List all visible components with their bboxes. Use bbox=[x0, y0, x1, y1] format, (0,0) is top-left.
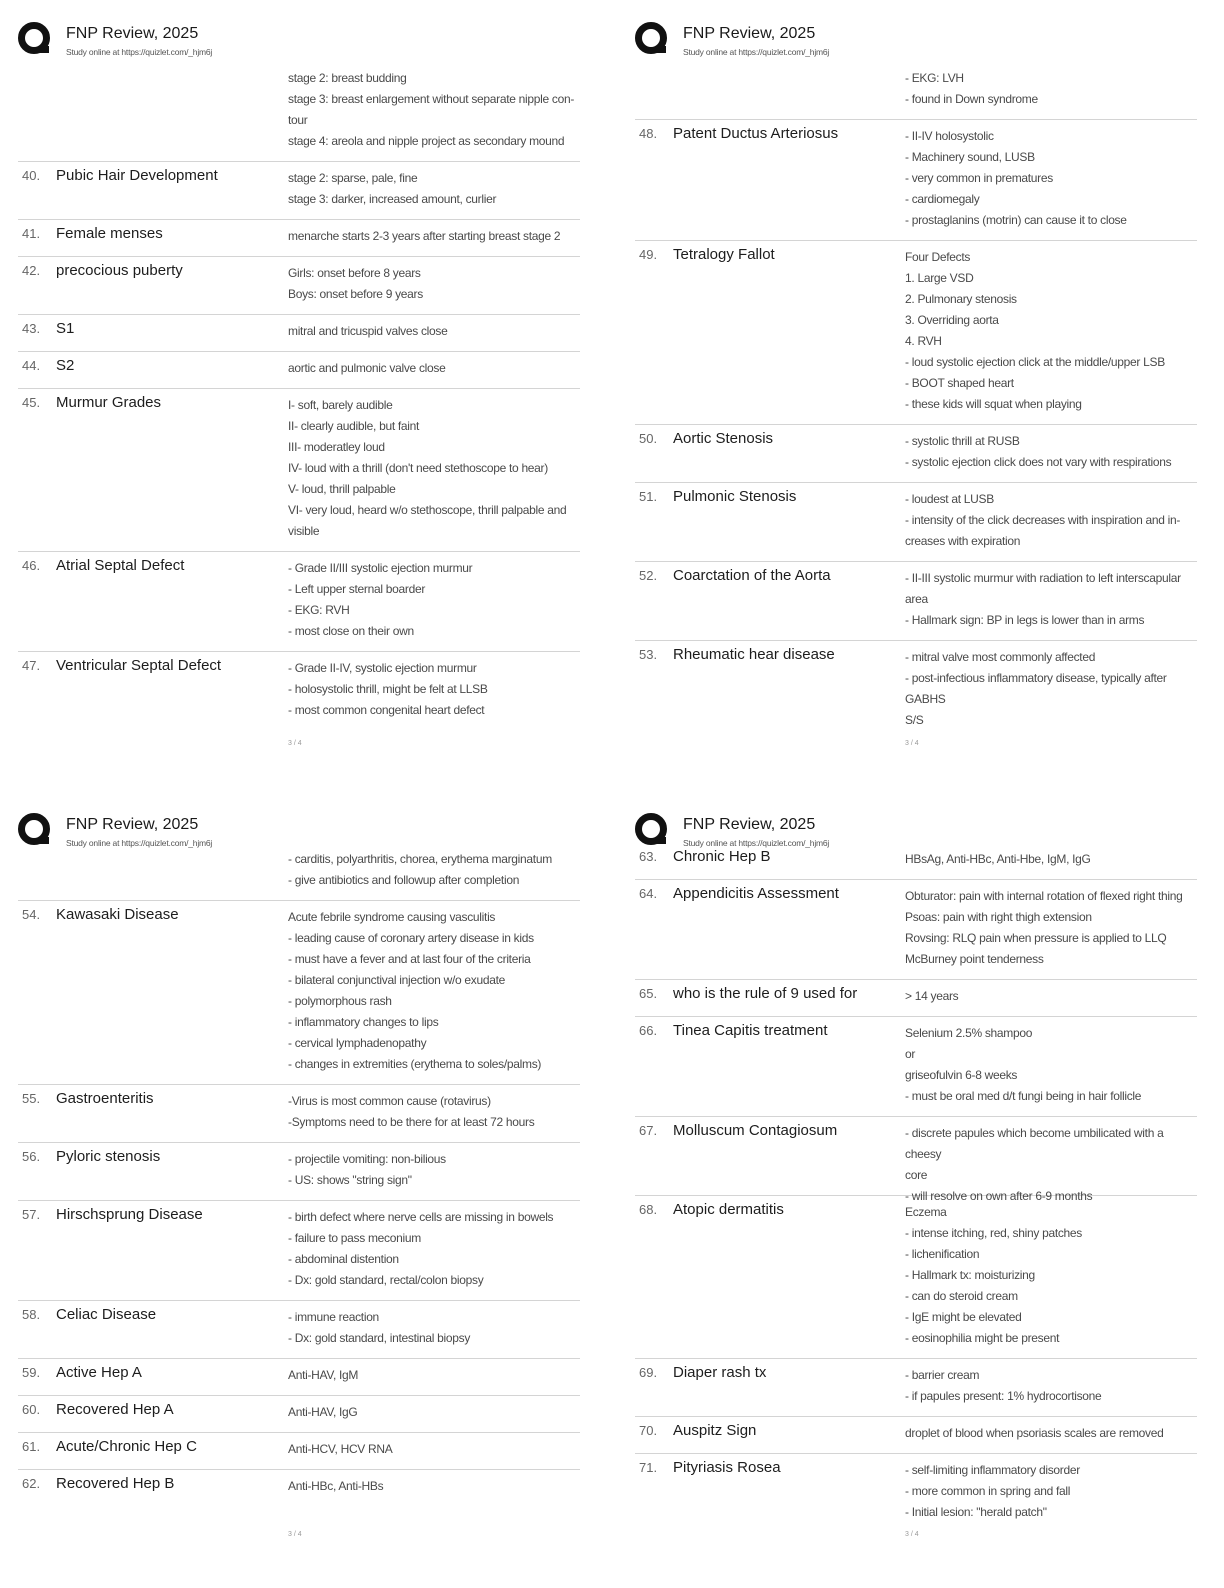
flashcard-page-1 bbox=[18, 22, 598, 797]
definition-line: - cervical lymphadenopathy bbox=[288, 1036, 427, 1050]
definition-line: - Dx: gold standard, rectal/colon biopsy bbox=[288, 1273, 484, 1287]
flashcard-row bbox=[18, 352, 580, 389]
flashcard-row bbox=[18, 162, 580, 220]
card-number: 47. bbox=[22, 658, 41, 673]
flashcard-row bbox=[18, 62, 580, 162]
definition-line: - bilateral conjunctival injection w/o exudate bbox=[288, 973, 505, 987]
flashcard-row bbox=[18, 1396, 580, 1433]
flashcard-row bbox=[635, 241, 1197, 425]
flashcard-row bbox=[635, 483, 1197, 562]
card-definition bbox=[288, 1365, 578, 1386]
definition-line: 1. Large VSD bbox=[905, 271, 974, 285]
card-number: 59. bbox=[22, 1365, 41, 1380]
definition-line: McBurney point tenderness bbox=[905, 952, 1044, 966]
card-term: S1 bbox=[56, 320, 75, 337]
card-definition bbox=[905, 489, 1195, 552]
flashcard-row bbox=[18, 1433, 580, 1470]
card-number: 40. bbox=[22, 168, 41, 183]
card-number: 52. bbox=[639, 568, 658, 583]
definition-line: droplet of blood when psoriasis scales are removed bbox=[905, 1426, 1164, 1440]
card-term: Pityriasis Rosea bbox=[673, 1459, 781, 1476]
definition-line: Anti-HAV, IgG bbox=[288, 1405, 358, 1419]
definition-line: - Grade II/III systolic ejection murmur bbox=[288, 561, 473, 575]
definition-line: Rovsing: RLQ pain when pressure is applied to LLQ bbox=[905, 931, 1167, 945]
definition-line: Selenium 2.5% shampoo bbox=[905, 1026, 1033, 1040]
page-number: 3 / 4 bbox=[288, 740, 302, 747]
definition-line: - if papules present: 1% hydrocortisone bbox=[905, 1389, 1102, 1403]
card-definition bbox=[905, 647, 1195, 731]
definition-line: I- soft, barely audible bbox=[288, 398, 393, 412]
card-term: Hirschsprung Disease bbox=[56, 1206, 203, 1223]
definition-line: Psoas: pain with right thigh extension bbox=[905, 910, 1092, 924]
flashcard-row bbox=[18, 1359, 580, 1396]
definition-line: Acute febrile syndrome causing vasculitis bbox=[288, 910, 496, 924]
card-definition bbox=[905, 126, 1195, 231]
flashcard-row bbox=[18, 901, 580, 1085]
card-number: 62. bbox=[22, 1476, 41, 1491]
page-number: 3 / 4 bbox=[905, 1531, 919, 1538]
definition-line: stage 3: breast enlargement without separate nipple con- bbox=[288, 92, 575, 106]
flashcard-row bbox=[18, 652, 580, 730]
definition-line: Anti-HCV, HCV RNA bbox=[288, 1442, 393, 1456]
definition-line: - systolic ejection click does not vary with respirations bbox=[905, 455, 1172, 469]
card-definition bbox=[905, 849, 1195, 870]
definition-line: - Dx: gold standard, intestinal biopsy bbox=[288, 1331, 471, 1345]
quizlet-logo-icon bbox=[18, 22, 52, 56]
definition-line: stage 4: areola and nipple project as secondary mound bbox=[288, 134, 565, 148]
flashcard-row bbox=[18, 552, 580, 652]
flashcard-row bbox=[635, 880, 1197, 980]
definition-line: - Left upper sternal boarder bbox=[288, 582, 426, 596]
definition-line: mitral and tricuspid valves close bbox=[288, 324, 448, 338]
flashcard-row bbox=[18, 1301, 580, 1359]
card-term: Pulmonic Stenosis bbox=[673, 488, 797, 505]
definition-line: - self-limiting inflammatory disorder bbox=[905, 1463, 1080, 1477]
flashcard-row bbox=[18, 1085, 580, 1143]
flashcard-row bbox=[18, 389, 580, 552]
flashcard-row bbox=[635, 425, 1197, 483]
card-definition bbox=[288, 1207, 578, 1291]
definition-line: III- moderatley loud bbox=[288, 440, 385, 454]
card-term: Appendicitis Assessment bbox=[673, 885, 839, 902]
card-number: 69. bbox=[639, 1365, 658, 1380]
definition-line: - prostaglanins (motrin) can cause it to close bbox=[905, 213, 1127, 227]
flashcard-row bbox=[18, 1143, 580, 1201]
definition-line: - these kids will squat when playing bbox=[905, 397, 1082, 411]
definition-line: - must have a fever and at last four of the criteria bbox=[288, 952, 531, 966]
card-number: 41. bbox=[22, 226, 41, 241]
card-number: 50. bbox=[639, 431, 658, 446]
definition-line: area bbox=[905, 592, 928, 606]
card-definition bbox=[288, 168, 578, 210]
card-term: Murmur Grades bbox=[56, 394, 162, 411]
flashcard-row bbox=[635, 1417, 1197, 1454]
card-definition bbox=[288, 558, 578, 642]
card-term: Aortic Stenosis bbox=[673, 430, 774, 447]
definition-line: - give antibiotics and followup after completion bbox=[288, 873, 520, 887]
definition-line: - failure to pass meconium bbox=[288, 1231, 421, 1245]
definition-line: stage 2: breast budding bbox=[288, 71, 407, 85]
definition-line: Eczema bbox=[905, 1205, 947, 1219]
card-definition bbox=[288, 226, 578, 247]
definition-line: - carditis, polyarthritis, chorea, erythema marginatum bbox=[288, 852, 552, 866]
definition-line: - most close on their own bbox=[288, 624, 414, 638]
card-term: Diaper rash tx bbox=[673, 1364, 767, 1381]
card-definition bbox=[288, 1476, 578, 1497]
definition-line: - discrete papules which become umbilicated with a cheesy bbox=[905, 1126, 1164, 1161]
definition-line: - loud systolic ejection click at the middle/upper LSB bbox=[905, 355, 1165, 369]
card-term: precocious puberty bbox=[56, 262, 183, 279]
definition-line: S/S bbox=[905, 713, 924, 727]
flashcard-row bbox=[635, 562, 1197, 641]
definition-line: - Machinery sound, LUSB bbox=[905, 150, 1035, 164]
definition-line: -Virus is most common cause (rotavirus) bbox=[288, 1094, 491, 1108]
flashcard-row bbox=[635, 62, 1197, 120]
card-definition bbox=[288, 68, 578, 152]
definition-line: - US: shows "string sign" bbox=[288, 1173, 412, 1187]
card-number: 57. bbox=[22, 1207, 41, 1222]
card-definition bbox=[288, 907, 578, 1075]
definition-line: - cardiomegaly bbox=[905, 192, 980, 206]
page-number: 3 / 4 bbox=[905, 740, 919, 747]
card-definition bbox=[905, 1123, 1195, 1207]
flashcard-row bbox=[635, 1017, 1197, 1117]
definition-line: - can do steroid cream bbox=[905, 1289, 1018, 1303]
definition-line: 3. Overriding aorta bbox=[905, 313, 999, 327]
definition-line: - polymorphous rash bbox=[288, 994, 392, 1008]
card-term: Rheumatic hear disease bbox=[673, 646, 835, 663]
card-number: 65. bbox=[639, 986, 658, 1001]
card-term: Ventricular Septal Defect bbox=[56, 657, 222, 674]
definition-line: - intense itching, red, shiny patches bbox=[905, 1226, 1083, 1240]
definition-line: creases with expiration bbox=[905, 534, 1021, 548]
definition-line: > 14 years bbox=[905, 989, 959, 1003]
definition-line: - systolic thrill at RUSB bbox=[905, 434, 1020, 448]
flashcard-row bbox=[635, 1454, 1197, 1532]
definition-line: - Grade II-IV, systolic ejection murmur bbox=[288, 661, 477, 675]
definition-line: - EKG: RVH bbox=[288, 603, 350, 617]
flashcard-row bbox=[635, 843, 1197, 880]
flashcard-row bbox=[18, 257, 580, 315]
card-term: Female menses bbox=[56, 225, 163, 242]
card-definition bbox=[288, 321, 578, 342]
card-definition bbox=[905, 568, 1195, 631]
page-number: 3 / 4 bbox=[288, 1531, 302, 1538]
definition-line: - leading cause of coronary artery disease in kids bbox=[288, 931, 534, 945]
definition-line: - must be oral med d/t fungi being in hair follicle bbox=[905, 1089, 1142, 1103]
card-definition bbox=[905, 247, 1195, 415]
definition-line: - EKG: LVH bbox=[905, 71, 964, 85]
card-number: 48. bbox=[639, 126, 658, 141]
card-number: 42. bbox=[22, 263, 41, 278]
card-term: Celiac Disease bbox=[56, 1306, 157, 1323]
definition-line: menarche starts 2-3 years after starting breast stage 2 bbox=[288, 229, 561, 243]
definition-line: IV- loud with a thrill (don't need stethoscope to hear) bbox=[288, 461, 548, 475]
card-definition bbox=[288, 658, 578, 721]
definition-line: tour bbox=[288, 113, 308, 127]
definition-line: -Symptoms need to be there for at least 72 hours bbox=[288, 1115, 535, 1129]
definition-line: 4. RVH bbox=[905, 334, 942, 348]
definition-line: - IgE might be elevated bbox=[905, 1310, 1022, 1324]
definition-line: stage 2: sparse, pale, fine bbox=[288, 171, 418, 185]
flashcard-page-2 bbox=[635, 22, 1215, 797]
flashcard-page-3 bbox=[18, 813, 598, 1588]
study-online-link[interactable]: Study online at https://quizlet.com/_hjm6j bbox=[66, 838, 213, 848]
definition-line: 2. Pulmonary stenosis bbox=[905, 292, 1017, 306]
flashcard-row bbox=[635, 120, 1197, 241]
card-term: Recovered Hep B bbox=[56, 1475, 175, 1492]
flashcard-row bbox=[18, 315, 580, 352]
definition-line: - very common in prematures bbox=[905, 171, 1053, 185]
card-term: Recovered Hep A bbox=[56, 1401, 174, 1418]
definition-line: Boys: onset before 9 years bbox=[288, 287, 423, 301]
card-definition bbox=[288, 1402, 578, 1423]
card-term: Gastroenteritis bbox=[56, 1090, 154, 1107]
card-number: 46. bbox=[22, 558, 41, 573]
card-number: 64. bbox=[639, 886, 658, 901]
definition-line: stage 3: darker, increased amount, curlier bbox=[288, 192, 497, 206]
definition-line: - immune reaction bbox=[288, 1310, 379, 1324]
card-number: 49. bbox=[639, 247, 658, 262]
definition-line: - found in Down syndrome bbox=[905, 92, 1038, 106]
card-term: who is the rule of 9 used for bbox=[673, 985, 858, 1002]
card-definition bbox=[288, 1091, 578, 1133]
flashcard-row bbox=[18, 1470, 580, 1506]
flashcard-row bbox=[635, 1359, 1197, 1417]
card-term: S2 bbox=[56, 357, 75, 374]
card-definition bbox=[288, 395, 578, 542]
card-number: 70. bbox=[639, 1423, 658, 1438]
card-term: Pyloric stenosis bbox=[56, 1148, 161, 1165]
card-number: 67. bbox=[639, 1123, 658, 1138]
card-number: 71. bbox=[639, 1460, 658, 1475]
flashcard-row bbox=[635, 1117, 1197, 1203]
page-title: FNP Review, 2025 bbox=[683, 25, 816, 42]
definition-line: - holosystolic thrill, might be felt at LLSB bbox=[288, 682, 488, 696]
definition-line: - will resolve on own after 6-9 months bbox=[905, 1189, 1093, 1203]
card-term: Kawasaki Disease bbox=[56, 906, 179, 923]
card-term: Tetralogy Fallot bbox=[673, 246, 775, 263]
card-number: 68. bbox=[639, 1202, 658, 1217]
card-term: Auspitz Sign bbox=[673, 1422, 757, 1439]
card-term: Coarctation of the Aorta bbox=[673, 567, 831, 584]
card-term: Atopic dermatitis bbox=[673, 1201, 784, 1218]
card-number: 44. bbox=[22, 358, 41, 373]
flashcard-row bbox=[18, 843, 580, 901]
quizlet-logo-icon bbox=[18, 813, 52, 847]
flashcard-row bbox=[18, 220, 580, 257]
page-title: FNP Review, 2025 bbox=[66, 25, 199, 42]
definition-line: - inflammatory changes to lips bbox=[288, 1015, 439, 1029]
definition-line: core bbox=[905, 1168, 928, 1182]
card-number: 58. bbox=[22, 1307, 41, 1322]
card-definition bbox=[905, 68, 1195, 110]
definition-line: - abdominal distention bbox=[288, 1252, 399, 1266]
definition-line: - BOOT shaped heart bbox=[905, 376, 1014, 390]
definition-line: - II-IV holosystolic bbox=[905, 129, 994, 143]
card-definition bbox=[905, 1202, 1195, 1349]
card-term: Tinea Capitis treatment bbox=[673, 1022, 828, 1039]
definition-line: Anti-HBc, Anti-HBs bbox=[288, 1479, 384, 1493]
card-number: 61. bbox=[22, 1439, 41, 1454]
card-term: Chronic Hep B bbox=[673, 848, 771, 865]
definition-line: - mitral valve most commonly affected bbox=[905, 650, 1096, 664]
card-definition bbox=[288, 1307, 578, 1349]
card-number: 56. bbox=[22, 1149, 41, 1164]
card-definition bbox=[905, 431, 1195, 473]
flashcard-row bbox=[635, 641, 1197, 740]
card-term: Pubic Hair Development bbox=[56, 167, 218, 184]
card-definition bbox=[905, 886, 1195, 970]
definition-line: Four Defects bbox=[905, 250, 971, 264]
definition-line: - Hallmark sign: BP in legs is lower than in arms bbox=[905, 613, 1145, 627]
definition-line: - loudest at LUSB bbox=[905, 492, 994, 506]
card-number: 53. bbox=[639, 647, 658, 662]
page-title: FNP Review, 2025 bbox=[66, 816, 199, 833]
card-definition bbox=[288, 849, 578, 891]
definition-line: visible bbox=[288, 524, 320, 538]
flashcard-page-4 bbox=[635, 813, 1215, 1588]
definition-line: - changes in extremities (erythema to soles/palms) bbox=[288, 1057, 542, 1071]
definition-line: V- loud, thrill palpable bbox=[288, 482, 396, 496]
definition-line: - more common in spring and fall bbox=[905, 1484, 1071, 1498]
definition-line: - birth defect where nerve cells are missing in bowels bbox=[288, 1210, 554, 1224]
card-definition bbox=[288, 263, 578, 305]
definition-line: - Initial lesion: "herald patch" bbox=[905, 1505, 1047, 1519]
card-term: Acute/Chronic Hep C bbox=[56, 1438, 197, 1455]
study-online-link[interactable]: Study online at https://quizlet.com/_hjm6j bbox=[683, 47, 830, 57]
definition-line: - intensity of the click decreases with inspiration and in- bbox=[905, 513, 1181, 527]
card-definition bbox=[288, 1149, 578, 1191]
card-number: 55. bbox=[22, 1091, 41, 1106]
card-definition bbox=[905, 1460, 1195, 1523]
page-title: FNP Review, 2025 bbox=[683, 816, 816, 833]
card-number: 66. bbox=[639, 1023, 658, 1038]
definition-line: or bbox=[905, 1047, 916, 1061]
quizlet-logo-icon bbox=[635, 813, 669, 847]
card-definition bbox=[905, 1365, 1195, 1407]
definition-line: Obturator: pain with internal rotation of flexed right thing bbox=[905, 889, 1183, 903]
definition-line: griseofulvin 6-8 weeks bbox=[905, 1068, 1018, 1082]
definition-line: - Hallmark tx: moisturizing bbox=[905, 1268, 1035, 1282]
card-definition bbox=[288, 1439, 578, 1460]
definition-line: - lichenification bbox=[905, 1247, 980, 1261]
card-number: 63. bbox=[639, 849, 658, 864]
definition-line: II- clearly audible, but faint bbox=[288, 419, 420, 433]
definition-line: - post-infectious inflammatory disease, typically after bbox=[905, 671, 1167, 685]
definition-line: - II-III systolic murmur with radiation to left interscapular bbox=[905, 571, 1181, 585]
definition-line: VI- very loud, heard w/o stethoscope, thrill palpable and bbox=[288, 503, 567, 517]
flashcard-row bbox=[18, 1201, 580, 1301]
study-online-link[interactable]: Study online at https://quizlet.com/_hjm6j bbox=[66, 47, 213, 57]
definition-line: - eosinophilia might be present bbox=[905, 1331, 1060, 1345]
flashcard-row bbox=[635, 980, 1197, 1017]
card-definition bbox=[288, 358, 578, 379]
card-definition bbox=[905, 1023, 1195, 1107]
card-number: 54. bbox=[22, 907, 41, 922]
card-term: Patent Ductus Arteriosus bbox=[673, 125, 839, 142]
card-number: 43. bbox=[22, 321, 41, 336]
definition-line: - barrier cream bbox=[905, 1368, 980, 1382]
definition-line: Girls: onset before 8 years bbox=[288, 266, 421, 280]
flashcard-row bbox=[635, 1196, 1197, 1359]
card-term: Molluscum Contagiosum bbox=[673, 1122, 838, 1139]
definition-line: aortic and pulmonic valve close bbox=[288, 361, 446, 375]
definition-line: - most common congenital heart defect bbox=[288, 703, 485, 717]
definition-line: Anti-HAV, IgM bbox=[288, 1368, 359, 1382]
card-number: 51. bbox=[639, 489, 658, 504]
card-term: Atrial Septal Defect bbox=[56, 557, 185, 574]
card-definition bbox=[905, 1423, 1195, 1444]
study-online-link[interactable]: Study online at https://quizlet.com/_hjm6j bbox=[683, 838, 830, 848]
card-number: 60. bbox=[22, 1402, 41, 1417]
definition-line: - projectile vomiting: non-bilious bbox=[288, 1152, 446, 1166]
card-number: 45. bbox=[22, 395, 41, 410]
definition-line: HBsAg, Anti-HBc, Anti-Hbe, IgM, IgG bbox=[905, 852, 1091, 866]
quizlet-logo-icon bbox=[635, 22, 669, 56]
card-definition bbox=[905, 986, 1195, 1007]
card-term: Active Hep A bbox=[56, 1364, 142, 1381]
definition-line: GABHS bbox=[905, 692, 946, 706]
